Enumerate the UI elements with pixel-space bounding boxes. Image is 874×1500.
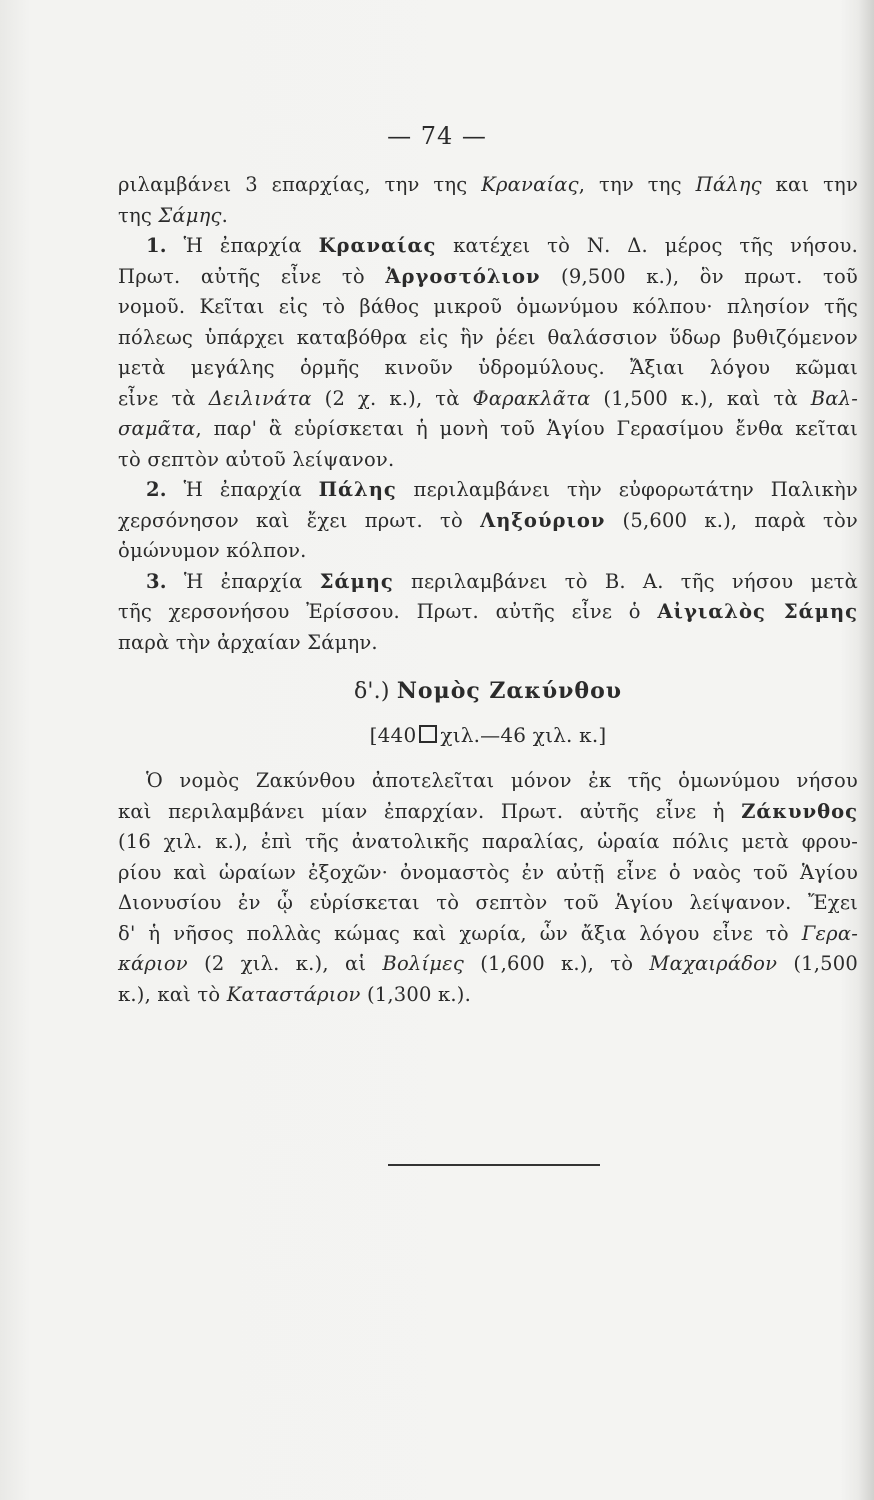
text-line: ρίου καὶ ὡραίων ἐξοχῶν· ὀνομαστὸς ἐν αὐτῇ εἶνε ὁ ναὸς τοῦ Ἁγίου	[118, 860, 858, 884]
text-span: περιλαμβάνει τὴν εὐφορωτάτην Παλικὴν	[396, 478, 858, 501]
text-span: χερσόνησον καὶ ἔχει πρωτ. τὸ	[118, 508, 481, 532]
text-line: παρὰ τὴν ἀρχαίαν Σάμην.	[118, 630, 378, 654]
page-edge-shadow	[858, 0, 874, 1500]
text-span: (5,600 κ.), παρὰ τὸν	[605, 508, 858, 532]
text-span: κατέχει τὸ Ν. Δ. μέρος τῆς νήσου.	[436, 234, 858, 257]
text-span: , παρ' ἃ εὑρίσκεται ἡ μονὴ τοῦ Ἁγίου Γερασίμου ἔνθα κεῖται	[195, 417, 858, 440]
village-name: Βολίμες	[382, 952, 464, 975]
village-name: κάριον	[118, 952, 188, 975]
text-span: , την της	[578, 173, 696, 196]
section-stats	[118, 718, 858, 752]
text-line	[118, 262, 858, 293]
text-span: (9,500 κ.), ὃν πρωτ. τοῦ	[540, 264, 858, 288]
province-name: Κραναίας	[318, 234, 437, 257]
text-line	[118, 949, 858, 980]
square-icon	[419, 725, 437, 743]
text-span: Ἡ ἐπαρχία	[166, 234, 319, 257]
page-number: — 74 —	[387, 122, 487, 150]
text-span: περιλαμβάνει τὸ Β. Α. τῆς νήσου μετὰ	[393, 569, 858, 593]
text-span: (2 χ. κ.), τὰ	[311, 386, 473, 410]
text-line	[118, 475, 858, 506]
text-line	[118, 797, 858, 828]
text-line	[118, 980, 858, 1011]
text-span: ριλαμβάνει 3 επαρχίας, την της	[118, 173, 482, 196]
text-span: της	[118, 203, 159, 227]
item-number: 1.	[146, 234, 167, 257]
body-text	[118, 170, 858, 1010]
capital-name: Ζάκυνθος	[741, 799, 858, 823]
text-line: (16 χιλ. κ.), ἐπὶ τῆς ἀνατολικῆς παραλίας, ὡραία πόλις μετὰ φρου-	[118, 830, 858, 853]
text-line	[118, 170, 858, 201]
stats-area: [440	[369, 723, 417, 747]
horizontal-rule	[388, 1164, 600, 1166]
text-line	[118, 414, 858, 445]
capital-name: Ἀργοστόλιον	[385, 264, 541, 288]
text-span: (1,500 κ.), καὶ τὰ	[590, 386, 811, 410]
text-span: (1,300 κ.).	[360, 982, 472, 1006]
province-name: Πάλης	[318, 478, 397, 501]
text-line: μετὰ μεγάλης ὁρμῆς κινοῦν ὑδρομύλους. Ἄξιαι λόγου κῶμαι	[118, 356, 858, 379]
text-span: (1,600 κ.), τὸ	[463, 952, 650, 975]
village-name: Βαλ-	[810, 386, 858, 410]
place-name: Πάλης	[695, 173, 762, 196]
text-span: κ.), καὶ τὸ	[118, 982, 227, 1006]
text-line: Διονυσίου ἐν ᾧ εὑρίσκεται τὸ σεπτὸν τοῦ Ἁγίου λείψανον. Ἔχει	[118, 891, 858, 914]
text-span: δ' ἡ νῆσος πολλὰς κώμας καὶ χωρία, ὧν ἄξια λόγου εἶνε τὸ	[118, 921, 802, 945]
text-span: .	[221, 203, 229, 227]
text-line	[118, 506, 858, 537]
text-line: πόλεως ὑπάρχει καταβόθρα εἰς ἣν ῥέει θαλάσσιον ὕδωρ βυθιζόμενον	[118, 325, 858, 349]
village-name: Φαρακλᾶτα	[472, 386, 591, 410]
text-line	[118, 231, 858, 262]
section-title: Νομὸς Ζακύνθου	[396, 678, 623, 704]
text-line	[118, 201, 858, 232]
place-name: Κραναίας	[481, 173, 579, 196]
text-line: Ὁ νομὸς Ζακύνθου ἀποτελεῖται μόνον ἐκ τῆς ὁμωνύμου νήσου	[146, 769, 858, 792]
section-heading	[118, 674, 858, 708]
text-span: και την	[761, 173, 858, 196]
place-name: Σάμης	[158, 203, 222, 227]
text-span: τῆς χερσονήσου Ἐρίσσου. Πρωτ. αὐτῆς εἶνε ὁ	[118, 600, 658, 623]
item-number: 3.	[146, 569, 167, 593]
text-line	[118, 919, 858, 950]
village-name: Γερα-	[801, 921, 858, 945]
capital-name: Ληξούριον	[480, 508, 606, 532]
text-line: ὁμώνυμον κόλπον.	[118, 539, 307, 562]
section-label: δ'.)	[353, 679, 390, 704]
text-span: (2 χιλ. κ.), αἱ	[187, 952, 383, 975]
village-name: Μαχαιράδον	[649, 952, 778, 975]
village-name: Καταστάριον	[226, 982, 361, 1006]
capital-name: Αἰγιαλὸς Σάμης	[657, 600, 858, 623]
text-span: Ἡ ἐπαρχία	[166, 478, 319, 501]
text-span: Πρωτ. αὐτῆς εἶνε τὸ	[118, 264, 386, 288]
village-name: Δειλινάτα	[208, 386, 312, 410]
village-name: σαμᾶτα	[118, 417, 196, 440]
text-line: τὸ σεπτὸν αὐτοῦ λείψανον.	[118, 447, 395, 471]
text-line	[118, 567, 858, 598]
text-span: εἶνε τὰ	[118, 386, 209, 410]
text-span: (1,500	[777, 952, 858, 975]
stats-population: χιλ.—46 χιλ. κ.]	[440, 723, 607, 747]
text-line	[118, 597, 858, 628]
text-span: καὶ περιλαμβάνει μίαν ἐπαρχίαν. Πρωτ. αὐτῆς εἶνε ἡ	[118, 799, 742, 823]
text-span: Ἡ ἐπαρχία	[166, 569, 320, 593]
text-line	[118, 384, 858, 415]
province-name: Σάμης	[319, 569, 394, 593]
item-number: 2.	[146, 478, 167, 501]
text-line: νομοῦ. Κεῖται εἰς τὸ βάθος μικροῦ ὁμωνύμου κόλπου· πλησίον τῆς	[118, 295, 858, 318]
